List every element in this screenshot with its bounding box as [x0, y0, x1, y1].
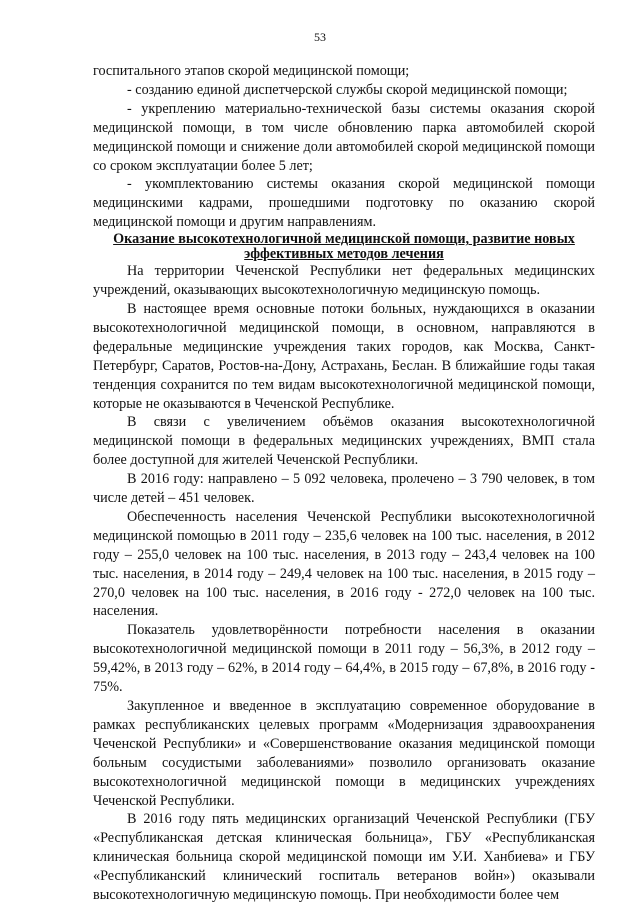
list-item: - укомплектованию системы оказания скорой медицинской помощи медицинскими кадрами, прошедшими подготовку по оказанию скорой медицинской помощи и другим направлениям. — [93, 176, 595, 231]
list-item: - укреплению материально-технической базы системы оказания скорой медицинской помощи, в том числе обновлению парка автомобилей скорой медицинской помощи и снижение доли автомобилей скорой медицинской помощи со сроком эксплуатации более 5 лет; — [93, 100, 595, 174]
paragraph: В 2016 году: направлено – 5 092 человека, пролечено – 3 790 человек, в том числе детей – 451 человек. — [93, 471, 595, 507]
page-number: 53 — [314, 30, 326, 44]
paragraph: В связи с увеличением объёмов оказания высокотехнологичной медицинской помощи в федеральных медицинских учреждениях, ВМП стала более доступной для жителей Чеченской Республики. — [93, 414, 595, 469]
paragraph: В настоящее время основные потоки больных, нуждающихся в оказании высокотехнологичной медицинской помощи, в основном, направляются в федеральные медицинские учреждения таких городов, как Москва, Санкт-Петербург, Саратов, Ростов-на-Дону, Астрахань, Беслан. В ближайшие годы такая тенденция сохранится по тем видам высокотехнологичной медицинской помощи, которые не оказываются в Чеченской Республике. — [93, 300, 595, 412]
page-body — [93, 62, 595, 905]
paragraph: На территории Чеченской Республики нет федеральных медицинских учреждений, оказывающих высокотехнологичную медицинскую помощь. — [93, 263, 595, 299]
paragraph: Закупленное и введенное в эксплуатацию современное оборудование в рамках республиканских целевых программ «Модернизация здравоохранения Чеченской Республики» и «Совершенствование оказания медицинской помощи больным сосудистыми заболеваниями» позволило организовать оказание высокотехнологичной медицинской помощи в медицинских учреждениях Чеченской Республики. — [93, 698, 595, 809]
paragraph: Обеспеченность населения Чеченской Республики высокотехнологичной медицинской помощью в 2011 году – 235,6 человек на 100 тыс. населения, в 2012 году – 255,0 человек на 100 тыс. населения, в 2013 году – 243,4 человек на 100 тыс. населения, в 2014 году – 249,4 человек на 100 тыс. населения, в 2015 году – 270,0 человек на 100 тыс. населения, в 2016 году - 272,0 человек на 100 тыс. населения. — [93, 508, 595, 620]
continued-line: госпитального этапов скорой медицинской помощи; — [93, 63, 410, 79]
section-heading: Оказание высокотехнологичной медицинской помощи, развитие новых эффективных методов лечения — [113, 231, 575, 263]
paragraph: В 2016 году пять медицинских организаций Чеченской Республики (ГБУ «Республиканская детская клиническая больница», ГБУ «Республиканская клиническая больница скорой медицинской помощи им У.И. Ханбиева» и ГБУ «Республиканский клинический госпиталь ветеранов войн») оказывали высокотехнологичную медицинскую помощь. При необходимости более чем — [93, 811, 595, 904]
paragraph: Показатель удовлетворённости потребности населения в оказании высокотехнологичной медицинской помощи в 2011 году – 56,3%, в 2012 году – 59,42%, в 2013 году – 62%, в 2014 году – 64,4%, в 2015 году – 67,8%, в 2016 году - 75%. — [93, 622, 595, 696]
list-item: - созданию единой диспетчерской службы скорой медицинской помощи; — [127, 81, 568, 98]
